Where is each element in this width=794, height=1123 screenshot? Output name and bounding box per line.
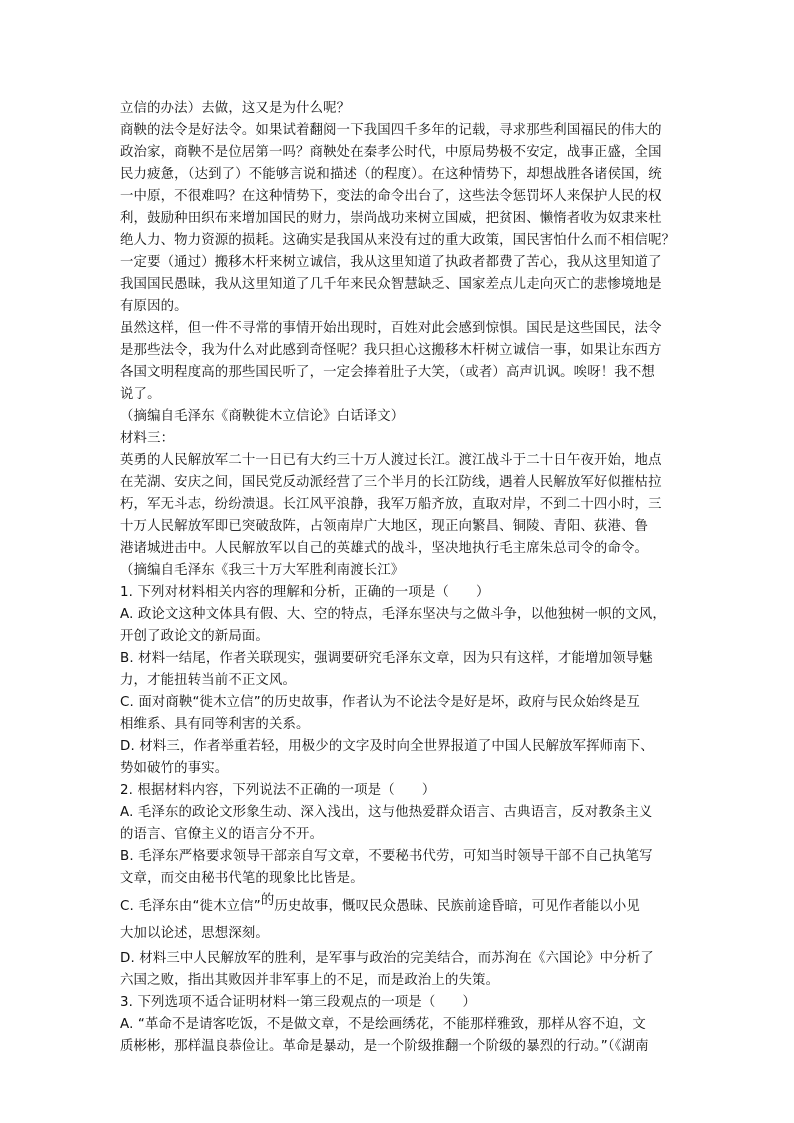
text-line: 我国国民愚昧，我从这里知道了几千年来民众智慧缺乏、国家差点儿走向灭亡的悲惨境地是 [120,277,662,292]
text-line: 力，才能扭转当前不正文风。 [120,673,297,688]
text-line: 大加以论述，思想深刻。 [120,926,269,941]
option-c-raised-char: 的 [260,893,275,908]
text-line: 的语言、官僚主义的语言分不开。 [120,827,324,842]
option-d: D. 材料三，作者举重若轻，用极少的文字及时向全世界报道了中国人民解放军挥师南下、 [120,739,654,754]
option-a: A. “革命不是请客吃饭，不是做文章，不是绘画绣花，不能那样雅致，那样从容不迫，文 [120,1017,646,1032]
text-line: 立信的办法）去做，这又是为什么呢？ [120,101,351,116]
text-line: 势如破竹的事实。 [120,761,229,776]
section-heading: 材料三： [120,431,175,446]
option-b: B. 毛泽东严格要求领导干部亲自写文章，不要秘书代劳，可知当时领导干部不自己执笔写 [120,849,653,864]
text-line: 英勇的人民解放军二十一日已有大约三十万人渡过长江。渡江战斗于二十日午夜开始，地点 [120,453,662,468]
text-line: 在芜湖、安庆之间，国民党反动派经营了三个半月的长江防线，遇着人民解放军好似摧枯拉 [120,475,662,490]
text-line: 文章，而交由秘书代笔的现象比比皆是。 [120,871,364,886]
source-citation: （摘编自毛泽东《商鞅徙木立信论》白话译文） [120,409,405,424]
text-line: 一中原，不很难吗？在这种情势下，变法的命令出台了，这些法令惩罚坏人来保护人民的权 [120,189,662,204]
text-line: 朽，军无斗志，纷纷溃退。长江风平浪静，我军万船齐放，直取对岸，不到二十四小时，三 [120,497,662,512]
text-line: 各国文明程度高的那些国民听了，一定会捧着肚子大笑，（或者）高声讥讽。唉呀！我不想 [120,365,655,380]
option-b: B. 材料一结尾，作者关联现实，强调要研究毛泽东文章，因为只有这样，才能增加领导魅 [120,651,653,666]
option-c: C. 面对商鞅“徙木立信”的历史故事，作者认为不论法令是好是坏，政府与民众始终是互 [120,695,640,710]
text-line: 有原因的。 [120,299,188,314]
text-line: 说了。 [120,387,161,402]
text-line: 一定要（通过）搬移木杆来树立诚信，我从这里知道了执政者都费了苦心，我从这里知道了 [120,255,662,270]
text-line: 商鞅的法令是好法令。如果试着翻阅一下我国四千多年的记载，寻求那些利国福民的伟大的 [120,123,662,138]
option-a: A. 毛泽东的政论文形象生动、深入浅出，这与他热爱群众语言、古典语言，反对教条主义 [120,805,653,820]
source-citation: （摘编自毛泽东《我三十万大军胜利南渡长江》 [120,563,405,578]
option-a: A. 政论文这种文体具有假、大、空的特点，毛泽东坚决与之做斗争，以他独树一帜的文风， [120,607,666,622]
text-line: 是那些法令，我为什么对此感到奇怪呢？我只担心这搬移木杆树立诚信一事，如果让东西方 [120,343,662,358]
option-c-text-after: 历史故事，慨叹民众愚昧、民族前途昏暗，可见作者能以小见 [274,899,640,914]
text-line: 虽然这样，但一件不寻常的事情开始出现时，百姓对此会感到惊惧。国民是这些国民，法令 [120,321,662,336]
document-page [120,98,676,1058]
text-line: 开创了政论文的新局面。 [120,629,269,644]
question-stem: 3. 下列选项不适合证明材料一第三段观点的一项是（ ） [120,995,476,1010]
text-line: 绝人力、物力资源的损耗。这确实是我国从来没有过的重大政策，国民害怕什么而不相信呢？ [120,233,676,248]
text-line: 民力疲惫，（达到了）不能够言说和描述（的程度）。在这种情势下，却想战胜各诸侯国，统 [120,167,662,182]
text-line: 政治家，商鞅不是位居第一吗？商鞅处在秦孝公时代，中原局势极不安定，战事正盛，全国 [120,145,662,160]
question-stem: 2. 根据材料内容，下列说法不正确的一项是（ ） [120,783,436,798]
text-line: 港诸城进击中。人民解放军以自己的英雄式的战斗，坚决地执行毛主席朱总司令的命令。 [120,541,649,556]
question-stem: 1. 下列对材料相关内容的理解和分析，正确的一项是（ ） [120,585,490,600]
text-line: 六国之败，指出其败因并非军事上的不足，而是政治上的失策。 [120,973,500,988]
text-line: 质彬彬，那样温良恭俭让。革命是暴动，是一个阶级推翻一个阶级的暴烈的行动。”（《湖南 [120,1039,649,1054]
text-line: 利，鼓励种田织布来增加国民的财力，崇尚战功来树立国威，把贫困、懒惰者收为奴隶来杜 [120,211,662,226]
text-line: 十万人民解放军即已突破敌阵，占领南岸广大地区，现正向繁昌、铜陵、青阳、荻港、鲁 [120,519,649,534]
text-line: 相维系、具有同等利害的关系。 [120,717,310,732]
option-d: D. 材料三中人民解放军的胜利，是军事与政治的完美结合，而苏洵在《六国论》中分析了 [120,951,654,966]
option-c [120,890,676,920]
option-c-text-before: C. 毛泽东由“徙木立信” [120,899,261,914]
